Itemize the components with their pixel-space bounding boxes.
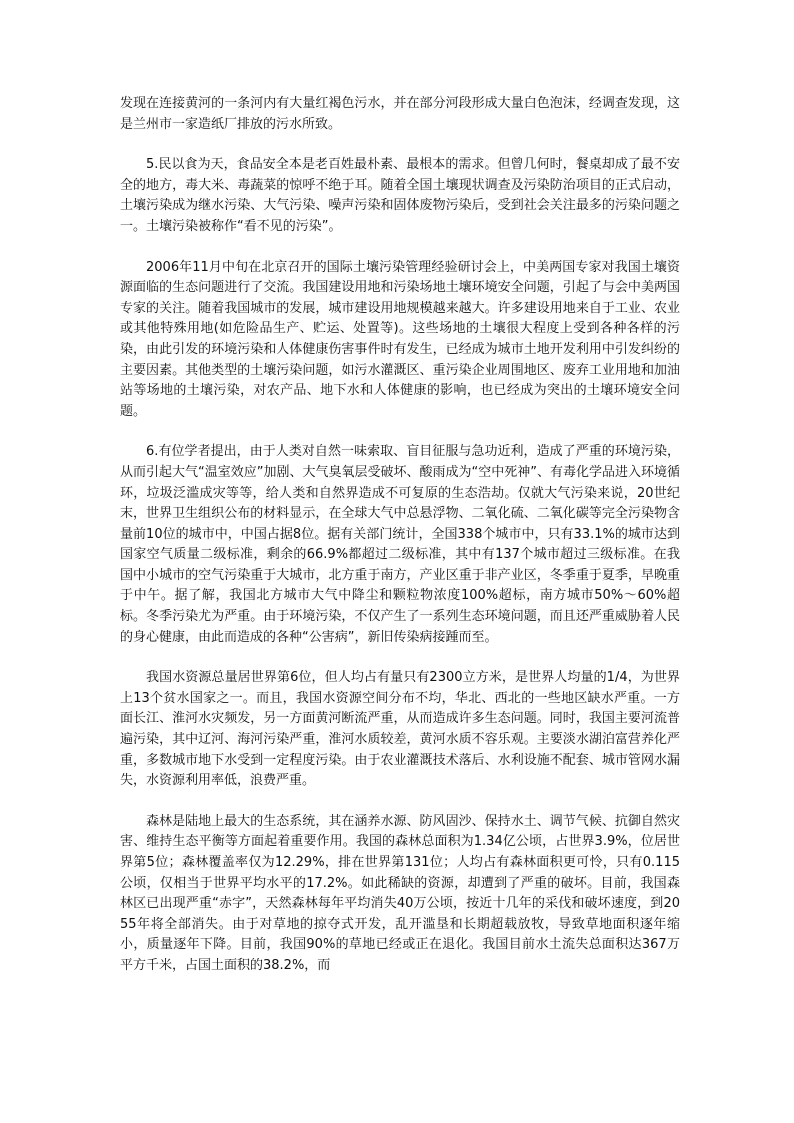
paragraph-air-pollution: 6.有位学者提出，由于人类对自然一味索取、盲目征服与急功近利，造成了严重的环境污染，从而引起大气“温室效应”加剧、大气臭氧层受破坏、酸雨成为“空中死神”、有毒化学品进入环境循环，垃圾泛滥成灾等等，给人类和自然界造成不可复原的生态浩劫。仅就大气污染来说，20世纪末，世界卫生组织公布的材料显示，在全球大气中总悬浮物、二氧化硫、二氧化碳等完全污染物含量前10位的城市中，中国占据8位。据有关部门统计，全国338个城市中，只有33.1%的城市达到国家空气质量二级标准，剩余的66.9%都超过二级标准，其中有137个城市超过三级标准。在我国中小城市的空气污染重于大城市，北方重于南方，产业区重于非产业区，冬季重于夏季，早晚重于中午。据了解，我国北方城市大气中降尘和颗粒物浓度100%超标，南方城市50%～60%超标。冬季污染尤为严重。由于环境污染，不仅产生了一系列生态环境问题，而且还严重威胁着人民的身心健康，由此而造成的各种“公害病”，新旧传染病接踵而至。 xyxy=(120,444,680,645)
paragraph-forest: 森林是陆地上最大的生态系统，其在涵养水源、防风固沙、保持水土、调节气候、抗御自然灾害、维持生态平衡等方面起着重要作用。我国的森林总面积为1.34亿公顷，占世界3.9%，位居世界第5位；森林覆盖率仅为12.29%，排在世界第131位；人均占有森林面积更可怜，只有0.115公顷，仅相当于世界平均水平的17.2%。如此稀缺的资源，却遭到了严重的破坏。目前，我国森林区已出现严重“赤字”，天然森林每年平均消失40万公顷，按近十几年的采伐和破坏速度，到2055年将全部消失。由于对草地的掠夺式开发，乱开滥垦和长期超载放牧，导致草地面积逐年缩小，质量逐年下降。目前，我国90%的草地已经或正在退化。我国目前水土流失总面积达367万平方千米，占国土面积的38.2%，而 xyxy=(120,813,680,973)
paragraph-soil-conference: 2006年11月中旬在北京召开的国际土壤污染管理经验研讨会上，中美两国专家对我国土壤资源面临的生态问题进行了交流。我国建设用地和污染场地土壤环境安全问题，引起了与会中美两国专家的关注。随着我国城市的发展，城市建设用地规模越来越大。许多建设用地来自于工业、农业或其他特殊用地(如危险品生产、贮运、处置等)。这些场地的土壤很大程度上受到各种各样的污染，由此引发的环境污染和人体健康伤害事件时有发生，已经成为城市土地开发利用中引发纠纷的主要因素。其他类型的土壤污染问题，如污水灌溉区、重污染企业周围地区、废弃工业用地和加油站等场地的土壤污染，对农产品、地下水和人体健康的影响，也已经成为突出的土壤环境安全问题。 xyxy=(120,259,680,419)
paragraph-water-resources: 我国水资源总量居世界第6位，但人均占有量只有2300立方米，是世界人均量的1/4，为世界上13个贫水国家之一。而且，我国水资源空间分布不均，华北、西北的一些地区缺水严重。一方面长江、淮河水灾频发，另一方面黄河断流严重，从而造成许多生态问题。同时，我国主要河流普遍污染，其中辽河、海河污染严重，淮河水质较差，黄河水质不容乐观。主要淡水湖泊富营养化严重，多数城市地下水受到一定程度污染。由于农业灌溉技术落后、水利设施不配套、城市管网水漏失，水资源利用率低，浪费严重。 xyxy=(120,670,680,789)
paragraph-food-safety: 5.民以食为天，食品安全本是老百姓最朴素、最根本的需求。但曾几何时，餐桌却成了最不安全的地方，毒大米、毒蔬菜的惊呼不绝于耳。随着全国土壤现状调查及污染防治项目的正式启动，土壤污染成为继水污染、大气污染、噪声污染和固体废物污染后，受到社会关注最多的污染问题之一。土壤污染被称作“看不见的污染”。 xyxy=(120,157,680,234)
paragraph-continuation: 发现在连接黄河的一条河内有大量红褐色污水，并在部分河段形成大量白色泡沫，经调查发现，这是兰州市一家造纸厂排放的污水所致。 xyxy=(120,96,680,132)
document-page xyxy=(120,94,680,997)
